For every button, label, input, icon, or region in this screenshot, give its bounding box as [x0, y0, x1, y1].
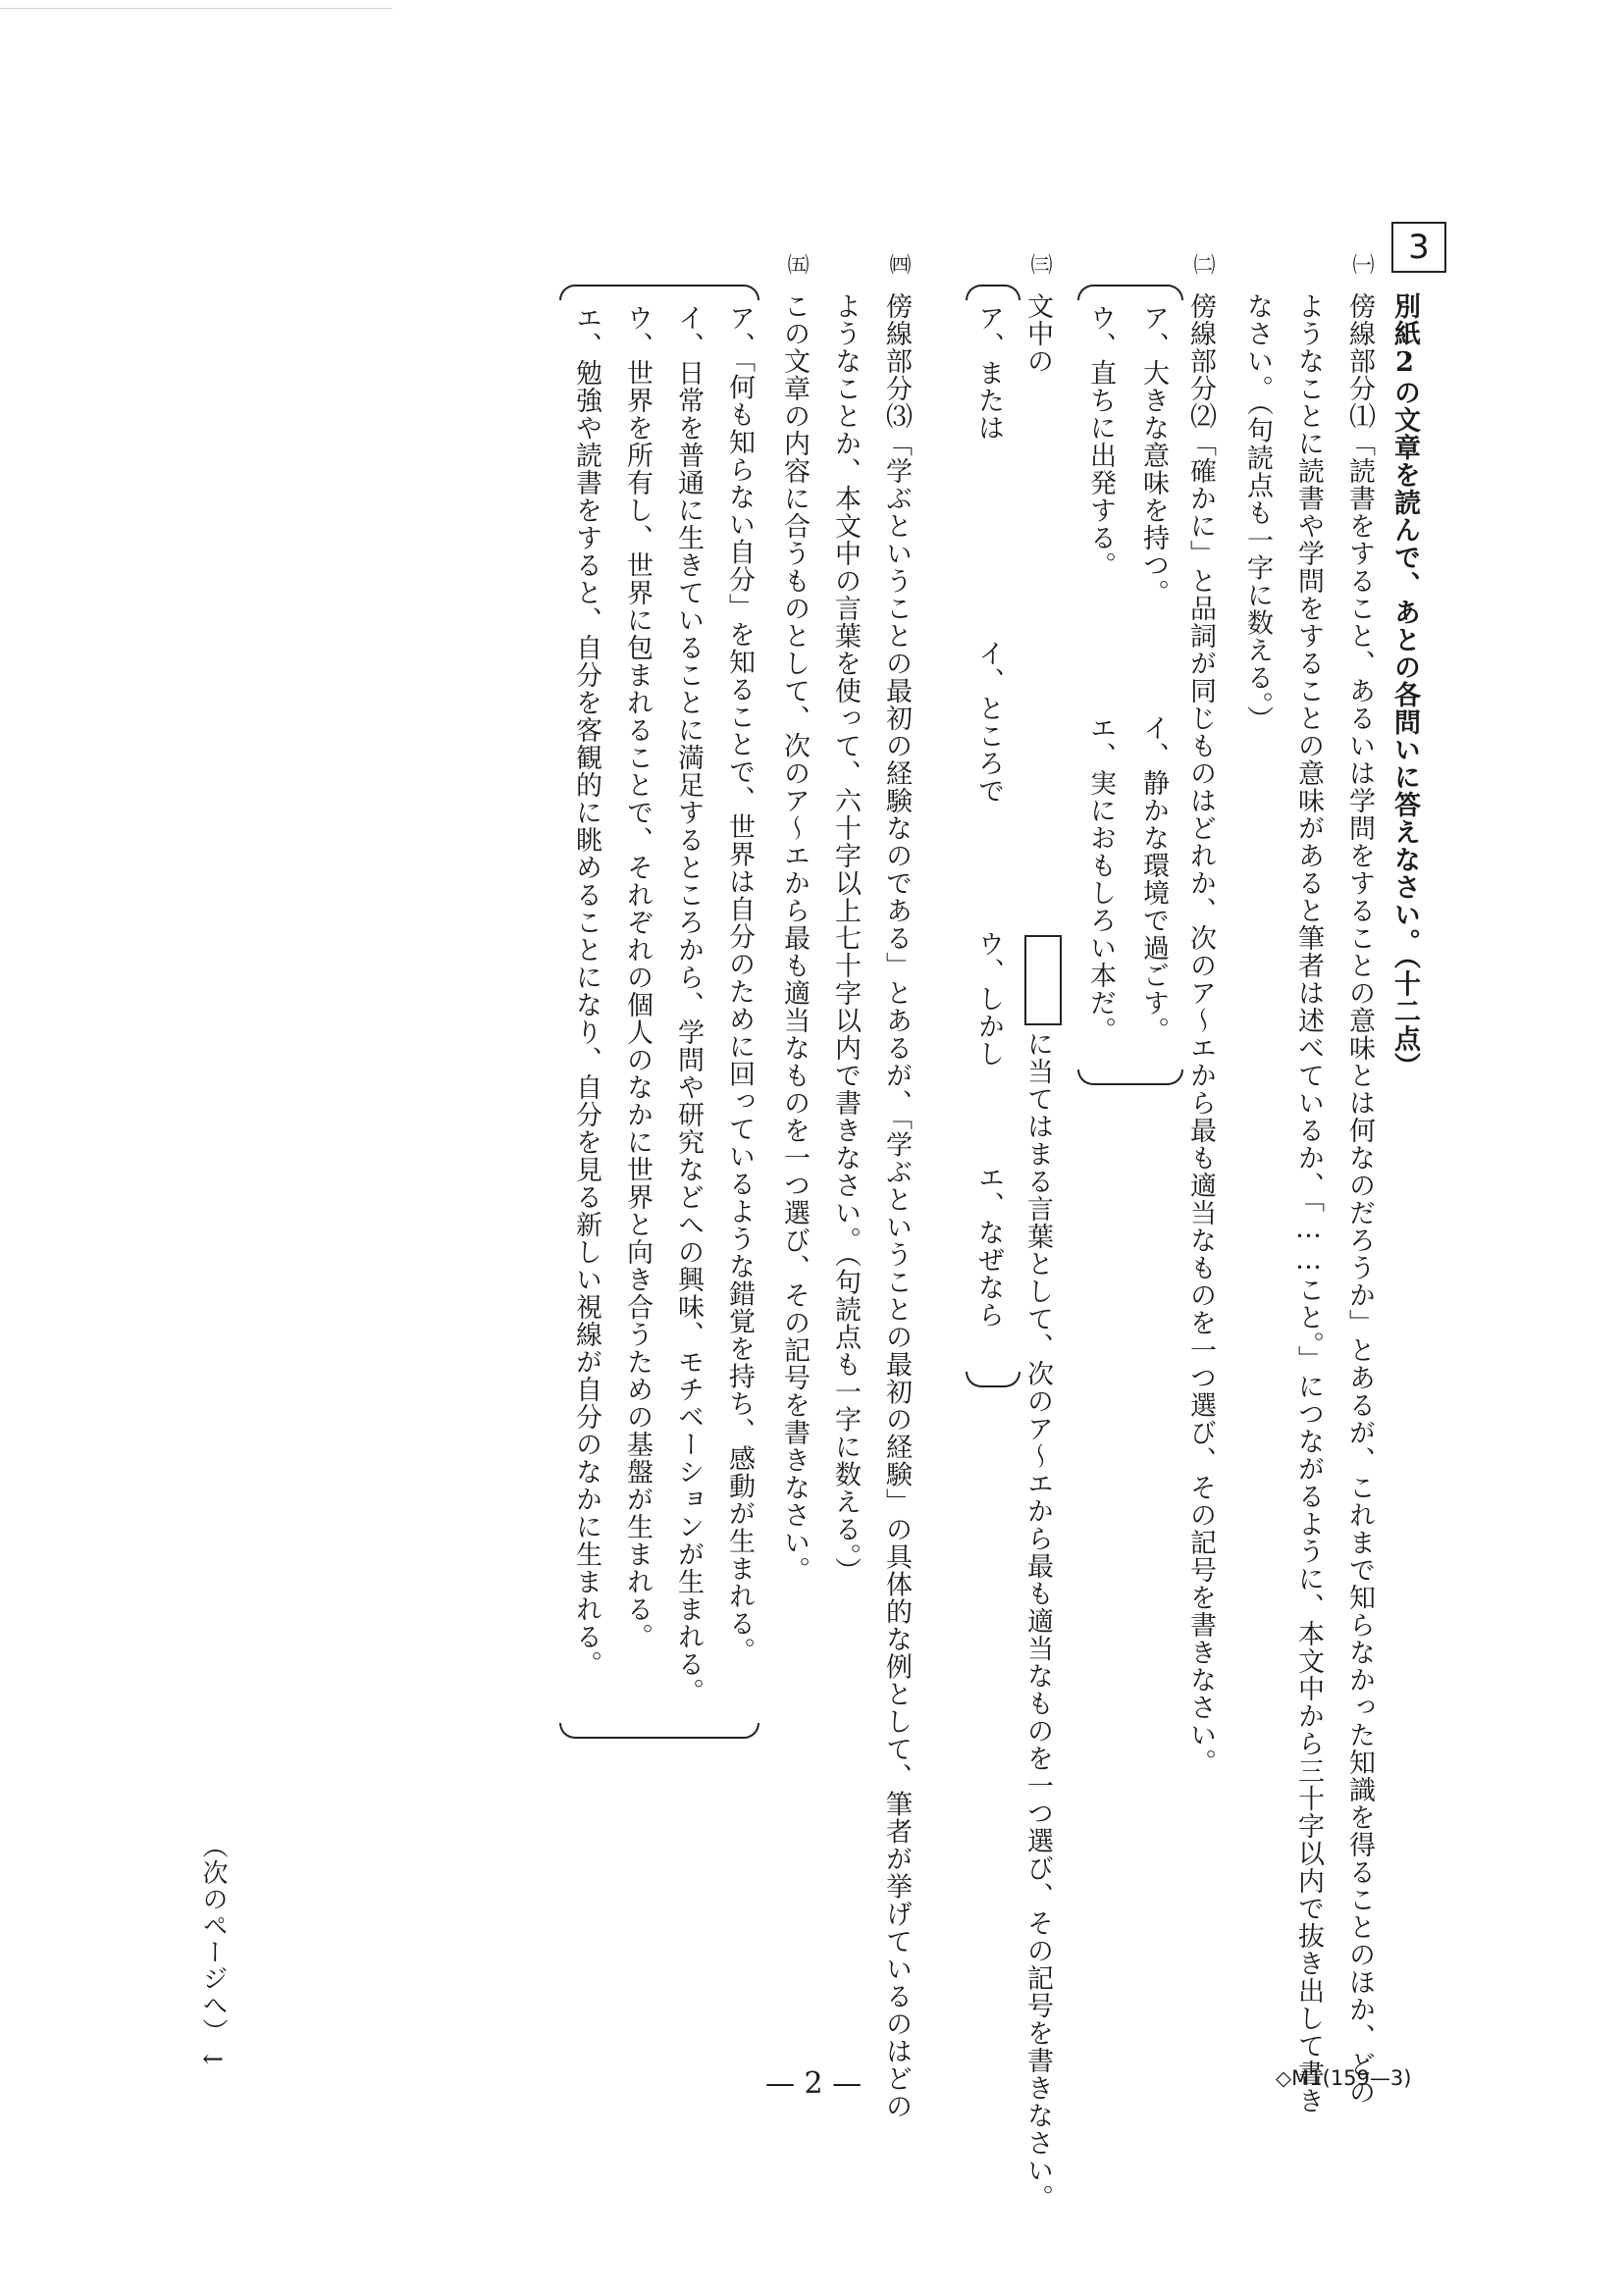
q3-option-a: ア、または — [973, 304, 1004, 442]
q2-number: ㈡ — [1190, 253, 1215, 275]
q2-option-d: エ、実におもしろい本だ。 — [1085, 714, 1116, 1044]
q4-number: ㈣ — [886, 253, 911, 275]
q1-line3: なさい。（句読点も一字に数える。） — [1242, 292, 1273, 733]
answer-blank-box — [1024, 935, 1062, 1025]
q5-options-bracket-bottom — [559, 1723, 759, 1739]
q5-option-c: ウ、世界を所有し、世界に包まれることで、それぞれの個人のなかに世界と向き合うための基盤が生まれる。 — [622, 304, 653, 1650]
q3-options-bracket-top — [966, 285, 1021, 300]
top-rule — [0, 8, 393, 9]
q2-option-b: イ、静かな環境で過ごす。 — [1138, 714, 1169, 1044]
question-number: 3 — [1408, 228, 1430, 267]
q2-options-bracket-bottom — [1077, 1070, 1183, 1085]
page-number: — 2 — — [765, 2066, 863, 2101]
q2-line1: 傍線部分⑵「確かに」と品詞が同じものはどれか、次のア～エから最も適当なものを一つ選び、その記号を書きなさい。 — [1185, 292, 1216, 1776]
q1-number: ㈠ — [1349, 253, 1374, 275]
instruction: 別紙2の文章を読んで、あとの各問いに答えなさい。（十二点） — [1389, 292, 1420, 1080]
q3-line-pre: 文中の — [1022, 292, 1053, 375]
exam-code: ◇M1(159—3) — [1276, 2066, 1412, 2090]
q2-option-a: ア、大きな意味を持つ。 — [1138, 304, 1169, 606]
question-number-box — [1391, 222, 1446, 273]
q5-option-d: エ、勉強や読書をすると、自分を客観的に眺めることになり、自分を見る新しい視線が自分のなかに生まれる。 — [571, 304, 602, 1678]
next-page-note: （次のページへ）← — [198, 1833, 228, 2075]
q3-options-bracket-bottom — [966, 1372, 1021, 1387]
q3-option-d: エ、なぜなら — [973, 1164, 1004, 1329]
q2-option-c: ウ、直ちに出発する。 — [1085, 304, 1116, 579]
q1-line1: 傍線部分⑴「読書をすること、あるいは学問をすることの意味とは何なのだろうか」とあるが、これまで知らなかった知識を得ることのほか、どの — [1344, 292, 1375, 2106]
q3-line-post: に当てはまる言葉として、次のア～エから最も適当なものを一つ選び、その記号を書きなさい。 — [1022, 1030, 1053, 2212]
q3-option-b: イ、ところで — [973, 640, 1004, 805]
q4-line1: 傍線部分⑶「学ぶということの最初の経験なのである」とあるが、「学ぶということの最初の経験」の具体的な例として、筆者が挙げているのはどの — [881, 292, 912, 2120]
q5-option-a: ア、「何も知らない自分」を知ることで、世界は自分のために回っているような錯覚を持ち、感動が生まれる。 — [724, 304, 755, 1665]
q3-number: ㈢ — [1027, 253, 1052, 275]
q2-options-bracket-top — [1077, 285, 1183, 300]
q1-line2: ようなことに読書や学問をすることの意味があると筆者は述べているか、「……こと。」につながるように、本文中から三十字以内で抜き出して書き — [1293, 292, 1324, 2114]
q5-line1: この文章の内容に合うものとして、次のア～エから最も適当なものを一つ選び、その記号を書きなさい。 — [779, 292, 810, 1584]
q5-options-bracket-top — [559, 285, 759, 300]
q3-option-c: ウ、しかし — [973, 930, 1004, 1068]
q4-line2: ようなことか、本文中の言葉を使って、六十字以上七十字以内で書きなさい。（句読点も一字に数える。） — [830, 292, 861, 1585]
q5-number: ㈤ — [784, 253, 809, 275]
q5-option-b: イ、日常を普通に生きていることに満足するところから、学問や研究などへの興味、モチベーションが生まれる。 — [673, 304, 704, 1705]
